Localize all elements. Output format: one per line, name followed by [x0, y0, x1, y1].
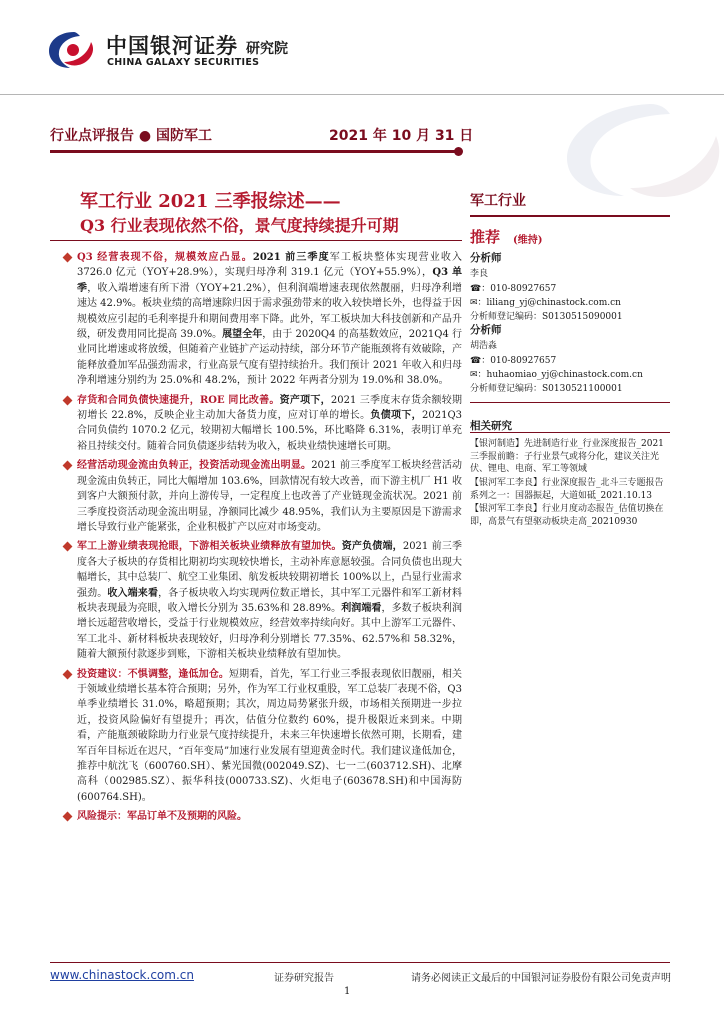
- body-text: 2021 前三季度军工板块经营活动现金流由负转正，同比大幅增加 103.6%，回款情况有较大改善，而下游主机厂 H1 收到客户大额预付款，并向上游传导，一定程度上也改善了产业链现金流状况。2021 前三季度投资活动现金流出明显，净额同比减少 48.95%，我们认为主要原因是下游需求增长导致行业产能紧张，企业积极扩产以应对市场变动。: [77, 460, 462, 533]
- related-report[interactable]: 【银河制造】先进制造行业_行业深度报告_2021 三季报前瞻：子行业景气或将分化，建议关注光伏、锂电、电商、军工等领域: [470, 439, 664, 475]
- report-date: 2021 年 10 月 31 日: [329, 128, 474, 144]
- analyst-name: 李良: [470, 269, 489, 279]
- bullet-icon: [63, 669, 73, 679]
- brand-name-en: CHINA GALAXY SECURITIES: [107, 57, 260, 68]
- brand-name-cn: 中国银河证券: [106, 34, 238, 58]
- related-report[interactable]: 【银河军工李良】行业月度动态报告_估值切换在即，高景气有望驱动板块走高_20210930: [470, 504, 664, 527]
- paragraph-headline: 经营活动现金流由负转正，投资活动现金流出明显。: [77, 460, 312, 472]
- body-text: ，多数子板块利润增长远超营收增长，受益于行业规模效应，经营效率持续向好。其中上游军工元器件、军工北斗、新材料板块表现较好，归母净利分别增长 77.35%、62.57%和 58.32%，随着大额预付款逐步到账，下游相关板块业绩释放有望加快。: [77, 602, 463, 661]
- rating: 推荐: [470, 228, 501, 246]
- header-divider: [0, 94, 724, 95]
- paragraph-headline: Q3 经营表现不俗，规模效应凸显。: [77, 252, 253, 263]
- analyst-registration: 分析师登记编码：S0130515090001: [470, 312, 623, 322]
- bold-text: 资产负债端，: [341, 541, 403, 553]
- paragraph-headline: 军工上游业绩表现抢眼，下游相关板块业绩释放有望加快。: [77, 541, 342, 553]
- body-paragraph: [77, 539, 462, 662]
- related-report[interactable]: 【银河军工李良】行业深度报告_北斗三专题报告系列之一：国器振起，大道如砥_2021.10.13: [470, 478, 664, 501]
- analyst-name: 胡浩淼: [470, 341, 498, 351]
- body-text: 2021Q3 合同负债约 1070.2 亿元，较期初大幅增长 100.5%，环比略降 6.31%，表明订单充裕且持续交付。随着合同负债逐步结转为收入，板块业绩快速增长可期。: [77, 410, 463, 452]
- bullet-icon: [63, 461, 73, 471]
- paragraph-headline: 风险提示：军品订单不及预期的风险。: [77, 811, 247, 823]
- body-text: ，收入端增速有所下滑（YOY+21.2%），但利润端增速表现依然靓丽，归母净利增速达 42.9%。板块业绩的高增速除归因于需求强劲带来的收入较快增长外，也得益于因规模效应引起的毛利率提升和期间费用率下降。此外，军工板块加大科技创新和产品升级，研发费用同比提高 39.0%。: [77, 282, 462, 341]
- body-paragraph: [77, 809, 462, 824]
- analyst-email[interactable]: ✉：liliang_yj@chinastock.com.cn: [470, 298, 621, 308]
- body-text: 2021 前三季度各大子板块的存货相比期初均实现较快增长，主动补库意愿较强。合同负债也出现大幅增长，其中总装厂、航空工业集团、航发板块较期初增长 100%以上，凸显行业需求强劲。: [77, 541, 463, 599]
- analyst-heading: 分析师: [470, 252, 502, 264]
- analyst-heading: 分析师: [470, 324, 502, 336]
- bold-text: 展望全年: [222, 329, 263, 341]
- bold-text: 利润端看: [341, 602, 382, 614]
- body-paragraph: [77, 393, 462, 455]
- paragraph-headline: 存货和合同负债快速提升，ROE 同比改善。: [77, 394, 280, 406]
- body-paragraph: [77, 250, 462, 389]
- sidebar-divider: [470, 402, 670, 403]
- body-text: ，各子板块收入均实现两位数正增长，其中军工元器件和军工新材料板块表现最为亮眼，收入增长分别为 35.63%和 28.89%。: [77, 587, 463, 614]
- footer-disclaimer: 请务必阅读正文最后的中国银河证券股份有限公司免责声明: [411, 973, 671, 984]
- body-text: 短期看，首先，军工行业三季报表现依旧靓丽，相关于领域业绩增长基本符合预期；另外，作为军工行业权重股，军工总装厂表现不俗，Q3 单季业绩增长 31.0%，略超预期；其次，周边局势紧张升级，市场相关预期进一步拉近，投资风险偏好有望提升；再次，估值分位数约 60%，提升极限近来到来。中期看，产能瓶颈破除助力行业景气度持续提升，未来三年快速增长依然可期，长期看，建军百年目标近在迟尺，“百年变局”加速行业发展有望迎黄金时代。我们建议逢低加仓，推荐中航沈飞（600760.SH）、紫光国微(002049.SZ)、七一二(603712.SH)、北摩高科（002985.SZ）、振华科技(000733.SZ)、火炬电子(603678.SH)和中国海防(600764.SH)。: [77, 668, 463, 803]
- analyst-phone: ☎：010-80927657: [470, 356, 557, 366]
- body-text: ，由于 2020Q4 的高基数效应，2021Q4 行业同比增速或将放缓，但随着产业链扩产运动持续，部分环节产能瓶颈将有效破除，产能释放叠加军品强劲需求，行业高景气度有望持续抬升。我们预计 2021 年收入和归母净利增速分别约为 25.0%和 48.2%，预计 2022 年两者分别为 19.0%和 38.0%。: [77, 329, 462, 387]
- bold-text: 2021 前三季度: [252, 252, 330, 263]
- sidebar-divider: [470, 215, 670, 217]
- bullet-icon: [63, 542, 73, 552]
- bold-text: 负债项下，: [370, 410, 422, 422]
- footer-divider: [50, 962, 670, 963]
- report-title: 军工行业 2021 三季报综述——: [80, 191, 341, 212]
- galaxy-logo-icon: [44, 28, 96, 72]
- report-subtitle: Q3 行业表现依然不俗，景气度持续提升可期: [80, 216, 399, 235]
- sidebar-section: 军工行业: [470, 193, 526, 209]
- related-research-heading: 相关研究: [470, 420, 512, 432]
- analyst-phone: ☎：010-80927657: [470, 284, 557, 294]
- brand-institute: 研究院: [246, 41, 288, 57]
- page-number: 1: [344, 986, 351, 997]
- bold-text: Q3 单季: [77, 267, 463, 294]
- report-body: [77, 250, 462, 829]
- body-paragraph: [77, 458, 462, 535]
- galaxy-watermark-icon: [520, 96, 724, 206]
- footer-report-label: 证券研究报告: [274, 973, 334, 984]
- body-text: 军工板块整体实现营业收入 3726.0 亿元（YOY+28.9%），实现归母净利 319.1 亿元（YOY+55.9%），: [77, 252, 462, 279]
- analyst-email[interactable]: ✉：huhaomiao_yj@chinastock.com.cn: [470, 370, 643, 380]
- rating-note: (维持): [513, 235, 543, 246]
- title-divider: [50, 240, 462, 241]
- bold-text: 资产项下，: [279, 394, 331, 406]
- report-type: 行业点评报告 ● 国防军工: [50, 128, 212, 144]
- analyst-registration: 分析师登记编码：S0130521100001: [470, 384, 623, 394]
- paragraph-headline: 投资建议：不惧调整，逢低加仓。: [77, 668, 230, 680]
- section-bar-dot: [454, 147, 463, 156]
- footer-website-link[interactable]: www.chinastock.com.cn: [50, 968, 194, 982]
- body-text: 2021 三季度末存货余额较期初增长 22.8%，反映企业主动加大备货力度，应对订单的增长。: [77, 394, 462, 422]
- bold-text: 收入端来看: [107, 587, 159, 599]
- body-paragraph: [77, 667, 462, 806]
- bullet-icon: [63, 395, 73, 405]
- related-research-divider: [470, 432, 670, 433]
- bullet-icon: [63, 812, 73, 822]
- bullet-icon: [63, 253, 73, 263]
- section-bar: [50, 150, 462, 153]
